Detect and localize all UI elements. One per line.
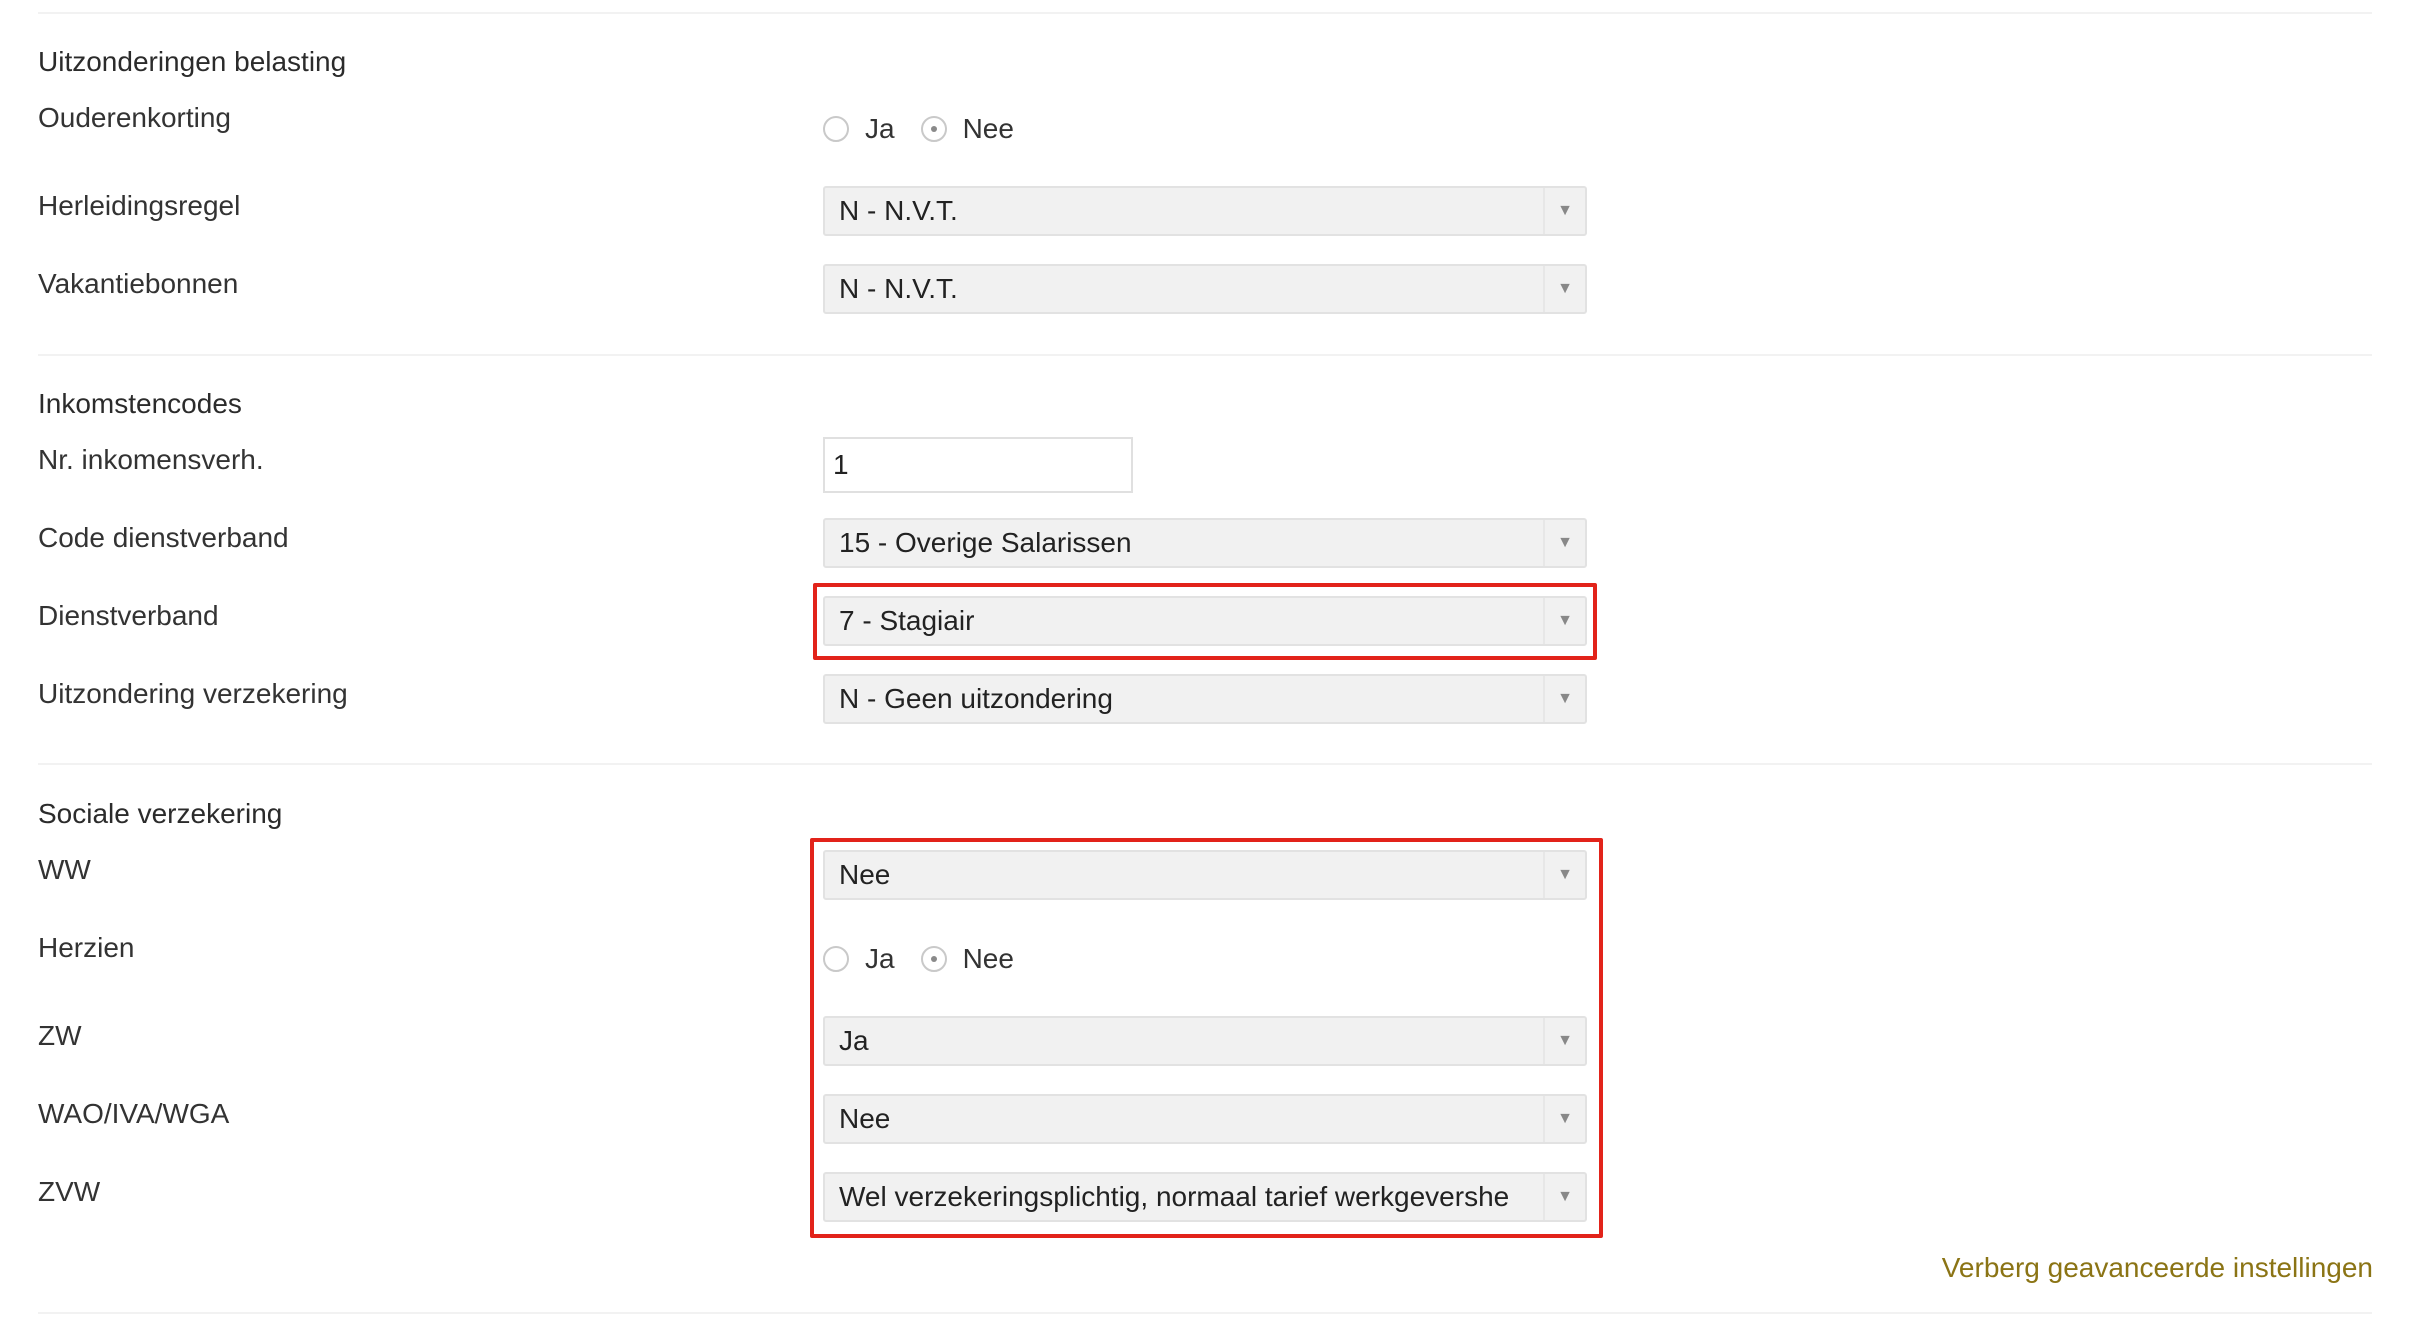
uitzondering-verzekering-select[interactable]: [823, 674, 1587, 724]
chevron-down-icon[interactable]: ▼: [1543, 676, 1585, 722]
chevron-down-icon[interactable]: ▼: [1543, 266, 1585, 312]
dienstverband-value: 7 - Stagiair: [839, 605, 975, 636]
label-nr-inkomensverh: Nr. inkomensverh.: [38, 444, 264, 475]
label-dienstverband: Dienstverband: [38, 600, 219, 631]
code-dienstverband-select[interactable]: [823, 518, 1587, 568]
chevron-down-icon[interactable]: ▼: [1543, 1096, 1585, 1142]
ouderenkorting-radio-group: [823, 109, 1040, 149]
label-vakantiebonnen: Vakantiebonnen: [38, 268, 239, 299]
label-herzien: Herzien: [38, 932, 135, 963]
chevron-down-icon[interactable]: ▼: [1543, 852, 1585, 898]
vakantiebonnen-value: N - N.V.T.: [839, 273, 958, 304]
label-ouderenkorting: Ouderenkorting: [38, 102, 232, 133]
ouderenkorting-radio-ja[interactable]: [823, 113, 895, 145]
ww-value: Nee: [839, 859, 891, 890]
radio-checked-icon[interactable]: [921, 116, 947, 142]
top-divider: [38, 12, 2372, 14]
herleidingsregel-value: N - N.V.T.: [839, 195, 958, 226]
nr-inkomensverh-input[interactable]: 1: [823, 437, 1133, 493]
chevron-down-icon[interactable]: ▼: [1543, 1174, 1585, 1220]
label-uitzondering-verzekering: Uitzondering verzekering: [38, 678, 348, 709]
code-dienstverband-value: 15 - Overige Salarissen: [839, 527, 1132, 558]
radio-label-ja: Ja: [865, 943, 895, 974]
hide-advanced-settings-link[interactable]: Verberg geavanceerde instellingen: [1941, 1252, 2373, 1283]
chevron-down-icon[interactable]: ▼: [1543, 1018, 1585, 1064]
label-herleidingsregel: Herleidingsregel: [38, 190, 241, 221]
zvw-value: Wel verzekeringsplichtig, normaal tarief werkgevershe: [839, 1181, 1510, 1212]
bottom-divider: [38, 1312, 2372, 1314]
highlight-box-social-insurance: [810, 838, 1603, 1238]
radio-unchecked-icon[interactable]: [823, 116, 849, 142]
label-zvw: ZVW: [38, 1176, 101, 1207]
radio-label-nee: Nee: [962, 943, 1014, 974]
radio-label-ja: Ja: [865, 113, 895, 144]
chevron-down-icon[interactable]: ▼: [1543, 598, 1585, 644]
chevron-down-icon[interactable]: ▼: [1543, 188, 1585, 234]
ouderenkorting-radio-nee[interactable]: [921, 113, 1014, 145]
section-divider: [38, 354, 2372, 356]
highlight-box-dienstverband: [813, 583, 1597, 660]
label-code-dienstverband: Code dienstverband: [38, 522, 289, 553]
label-zw: ZW: [38, 1020, 82, 1051]
herleidingsregel-select[interactable]: [823, 186, 1587, 236]
uitzondering-verzekering-value: N - Geen uitzondering: [839, 683, 1113, 714]
wao-iva-wga-value: Nee: [839, 1103, 891, 1134]
section-title-tax-exceptions: Uitzonderingen belasting: [38, 46, 347, 77]
chevron-down-icon[interactable]: ▼: [1543, 520, 1585, 566]
section-title-income-codes: Inkomstencodes: [38, 388, 242, 419]
section-title-social-insurance: Sociale verzekering: [38, 798, 283, 829]
radio-label-nee: Nee: [962, 113, 1014, 144]
vakantiebonnen-select[interactable]: [823, 264, 1587, 314]
label-wao-iva-wga: WAO/IVA/WGA: [38, 1098, 230, 1129]
zw-value: Ja: [839, 1025, 869, 1056]
section-divider: [38, 763, 2372, 765]
label-ww: WW: [38, 854, 91, 885]
